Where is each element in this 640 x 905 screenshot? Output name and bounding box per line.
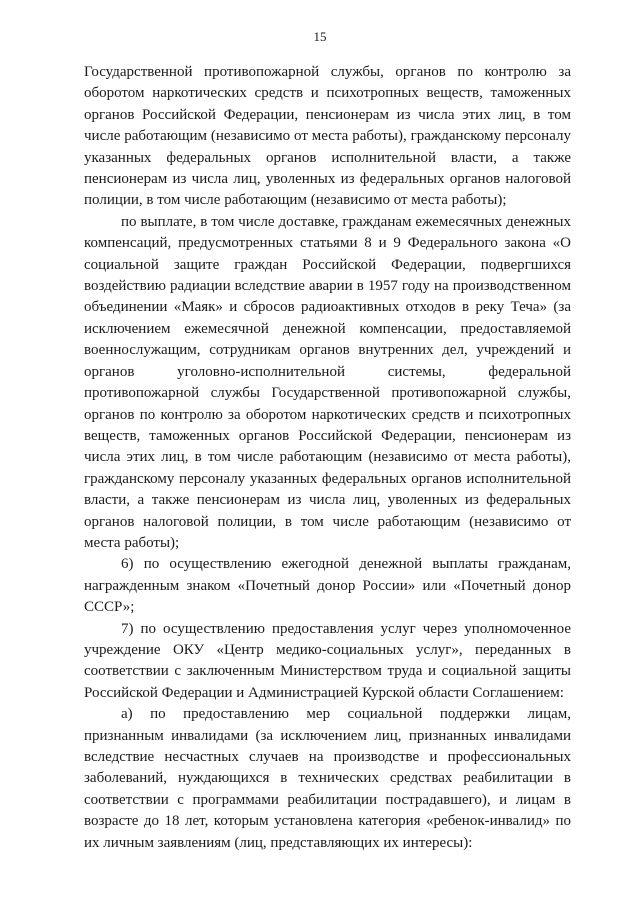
paragraph-2: по выплате, в том числе доставке, гражданам ежемесячных денежных компенсаций, предусмотренных статьями 8 и 9 Федерального закона «О социальной защите граждан Российской Федерации, подвергшихся воздействию радиации вследствие аварии в 1957 году на производственном объединении «Маяк» и сбросов радиоактивных отходов в реку Теча» (за исключением ежемесячной денежной компенсации, предоставляемой военнослужащим, сотрудникам органов внутренних дел, учреждений и органов уголовно-исполнительной системы, федеральной противопожарной службы Государственной противопожарной службы, органов по контролю за оборотом наркотических средств и психотропных веществ, таможенных органов Российской Федерации, пенсионерам из числа этих лиц, в том числе работающим (независимо от места работы), гражданскому персоналу указанных федеральных органов исполнительной власти, а также пенсионерам из числа лиц, уволенных из федеральных органов налоговой полиции, в том числе работающим (независимо от места работы); <box>84 213 571 551</box>
paragraph-4-item-7: 7) по осуществлению предоставления услуг через уполномоченное учреждение ОКУ «Центр медико-социальных услуг», переданных в соответствии с заключенным Министерством труда и социальной защиты Российской Федерации и Администрацией Курской области Соглашением: <box>84 620 571 701</box>
paragraph-5-subitem-a: а) по предоставлению мер социальной поддержки лицам, признанным инвалидами (за исключением лиц, признанных инвалидами вследствие несчастных случаев на производстве и профессиональных заболеваний, нуждающихся в технических средствах реабилитации в соответствии с программами реабилитации пострадавшего), и лицам в возрасте до 18 лет, которым установлена категория «ребенок-инвалид» по их личным заявлениям (лиц, представляющих их интересы): <box>84 706 571 851</box>
page-number: 15 <box>313 29 327 44</box>
paragraph-3-item-6: 6) по осуществлению ежегодной денежной выплаты гражданам, награжденным знаком «Почетный донор России» или «Почетный донор СССР»; <box>84 556 571 616</box>
paragraph-1: Государственной противопожарной службы, органов по контролю за оборотом наркотических средств и психотропных веществ, таможенных органов Российской Федерации, пенсионерам из числа этих лиц, в том числе работающим (независимо от места работы), гражданскому персоналу указанных федеральных органов исполнительной власти, а также пенсионерам из числа лиц, уволенных из федеральных органов налоговой полиции, в том числе работающим (независимо от места работы); <box>84 64 571 209</box>
document-body <box>84 62 571 854</box>
